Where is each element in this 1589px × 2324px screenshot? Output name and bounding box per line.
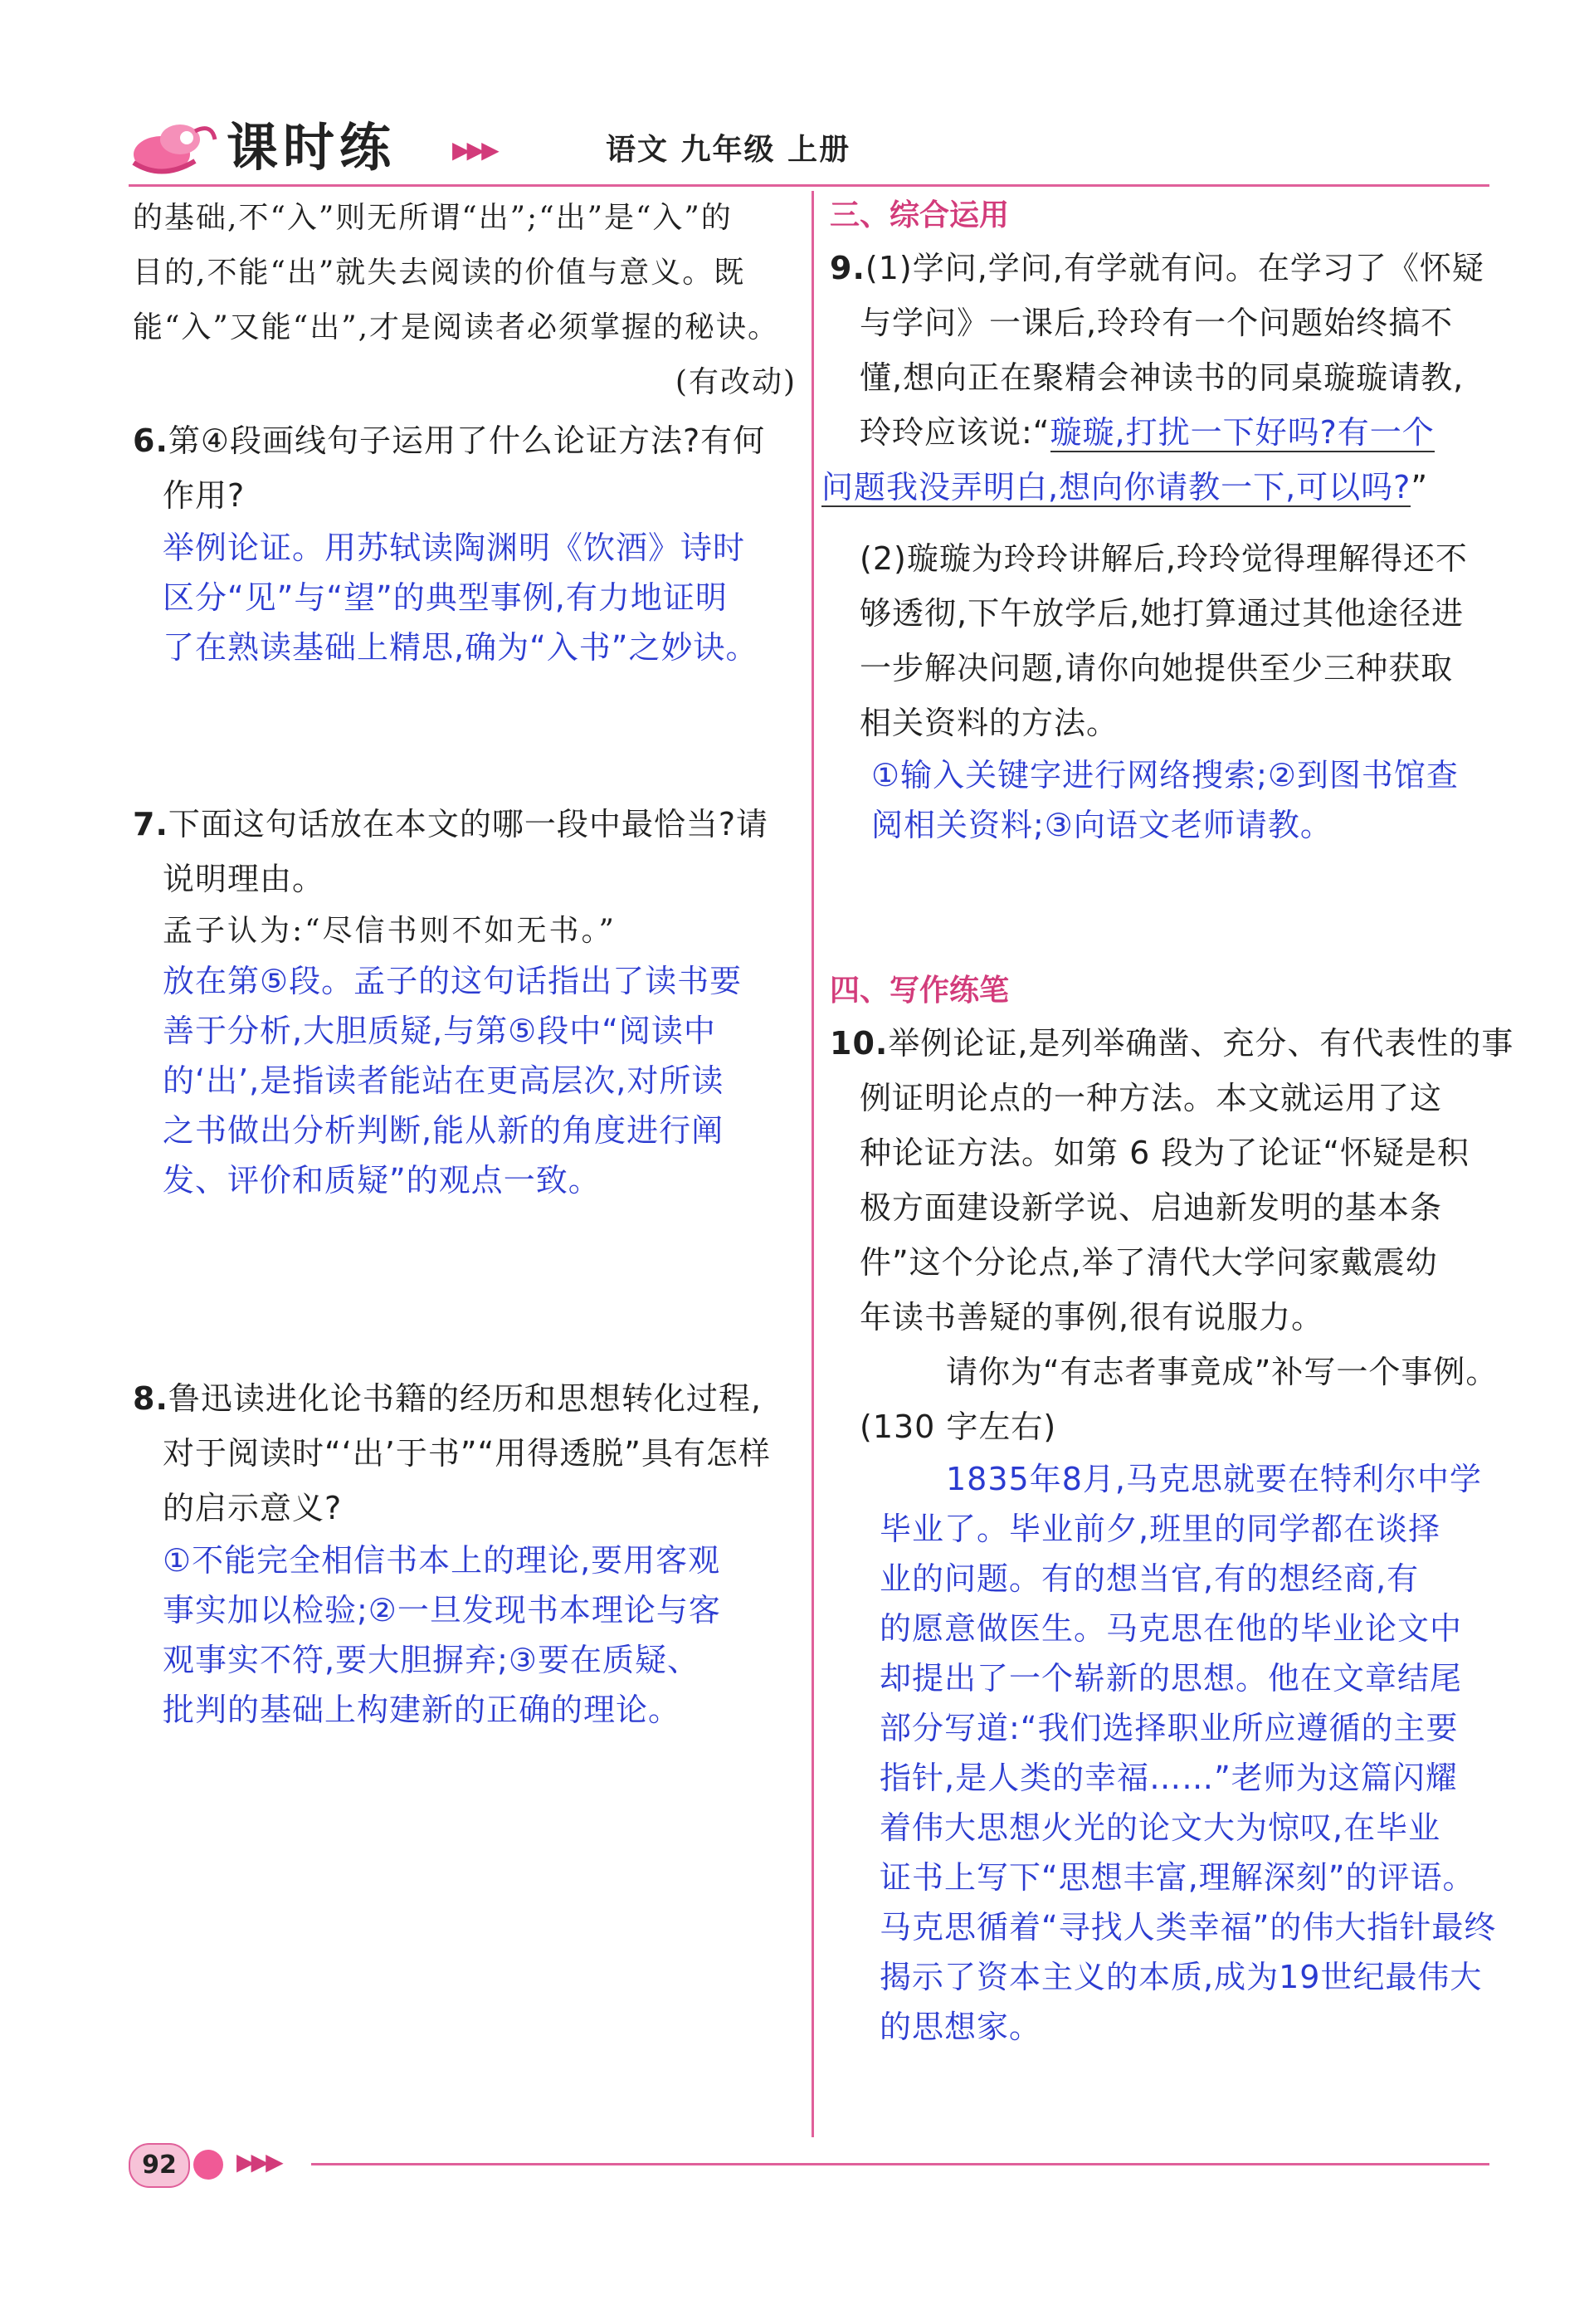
answer-6 [133, 523, 797, 672]
answer-7 [133, 956, 797, 1205]
question-text: 例证明论点的一种方法。本文就运用了这 [860, 1080, 1443, 1116]
answer-line: 毕业了。毕业前夕,班里的同学都在谈择 [880, 1511, 1441, 1547]
answer-line: 观事实不符,要大胆摒弃;③要在质疑、 [163, 1642, 699, 1678]
answer-fill: 问题我没弄明白,想向你请教一下,可以吗? [821, 469, 1411, 505]
question-text: (2)璇璇为玲玲讲解后,玲玲觉得理解得还不 [860, 540, 1468, 577]
intro-line: 能“入”又能“出”,才是阅读者必须掌握的秘诀。 [133, 310, 780, 344]
question-text: 极方面建设新学说、启迪新发明的基本条 [860, 1189, 1443, 1226]
answer-line: 揭示了资本主义的本质,成为19世纪最伟大 [880, 1959, 1483, 1995]
intro-line: 的基础,不“入”则无所谓“出”;“出”是“入”的 [133, 201, 733, 235]
answer-line: 马克思循着“寻找人类幸福”的伟大指针最终 [880, 1909, 1497, 1946]
question-text: 下面这句话放在本文的哪一段中最恰当?请 [168, 806, 769, 842]
question-text: 种论证方法。如第 6 段为了论证“怀疑是积 [860, 1135, 1470, 1171]
answer-line: 1835年8月,马克思就要在特利尔中学 [946, 1461, 1482, 1497]
footer-arrows-icon: ▶▶▶ [236, 2148, 280, 2175]
answer-line: ①输入关键字进行网络搜索;②到图书馆查 [871, 757, 1459, 793]
answer-line: 区分“见”与“望”的典型事例,有力地证明 [163, 579, 728, 616]
question-text: (1)学问,学问,有学就有问。在学习了《怀疑 [865, 250, 1484, 286]
answer-line: 部分写道:“我们选择职业所应遵循的主要 [880, 1710, 1459, 1746]
question-8 [133, 1371, 797, 1735]
column-divider [812, 191, 814, 2137]
word-limit: (130 字左右) [860, 1409, 1057, 1445]
answer-10 [830, 1454, 1518, 2052]
answer-line: 却提出了一个崭新的思想。他在文章结尾 [880, 1660, 1463, 1697]
answer-line: 善于分析,大胆质疑,与第⑤段中“阅读中 [163, 1013, 716, 1049]
question-text: 一步解决问题,请你向她提供至少三种获取 [860, 650, 1454, 686]
question-text: 与学问》一课后,玲玲有一个问题始终搞不 [860, 305, 1454, 341]
section-heading-3: 三、综合运用 [830, 198, 1010, 232]
question-text: 第④段画线句子运用了什么论证方法?有何 [168, 422, 766, 459]
question-text: 够透彻,下午放学后,她打算通过其他途径进 [860, 595, 1465, 632]
question-text: 说明理由。 [163, 861, 325, 897]
question-text: 玲玲应该说:“ [860, 414, 1050, 451]
answer-line: 批判的基础上构建新的正确的理论。 [163, 1692, 681, 1728]
right-column [821, 191, 1518, 2116]
header [129, 106, 1489, 181]
question-text: 鲁迅读进化论书籍的经历和思想转化过程, [168, 1380, 762, 1417]
question-number: 7. [133, 806, 168, 842]
subject-grade: 语文 九年级 上册 [606, 133, 851, 167]
intro-line: 目的,不能“出”就失去阅读的价值与意义。既 [133, 256, 746, 290]
answer-line: ①不能完全相信书本上的理论,要用客观 [163, 1542, 721, 1579]
answer-line: 的愿意做医生。马克思在他的毕业论文中 [880, 1610, 1463, 1647]
question-number: 6. [133, 422, 168, 459]
question-text: 年读书善疑的事例,很有说服力。 [860, 1299, 1324, 1335]
answer-line: 了在熟读基础上精思,确为“入书”之妙诀。 [163, 629, 758, 666]
question-number: 9. [830, 250, 865, 286]
writing-prompt: 请你为“有志者事竟成”补写一个事例。 [946, 1354, 1499, 1390]
answer-line: 之书做出分析判断,能从新的角度进行阐 [163, 1112, 724, 1149]
quote-line: 孟子认为:“尽信书则不如无书。” [163, 914, 617, 948]
question-9 [821, 241, 1518, 850]
question-text: 件”这个分论点,举了清代大学问家戴震幼 [860, 1244, 1438, 1281]
left-column [133, 191, 797, 2116]
section-heading-4: 四、写作练笔 [830, 974, 1010, 1008]
question-text: 作用? [163, 477, 246, 514]
answer-line: 指针,是人类的幸福……”老师为这篇闪耀 [880, 1760, 1458, 1796]
question-10 [830, 1016, 1518, 2052]
page-number: 92 [129, 2143, 190, 2188]
close-quote: ” [1411, 469, 1429, 505]
answer-fill: 璇璇,打扰一下好吗?有一个 [1050, 414, 1435, 451]
answer-9-2 [830, 750, 1518, 850]
question-text: 懂,想向正在聚精会神读书的同桌璇璇请教, [860, 359, 1465, 396]
question-text: 的启示意义? [163, 1490, 343, 1526]
answer-line: 证书上写下“思想丰富,理解深刻”的评语。 [880, 1859, 1475, 1896]
question-number: 10. [830, 1025, 889, 1062]
header-divider [129, 184, 1489, 187]
brand-title: 课时练 [227, 117, 397, 178]
answer-line: 的‘出’,是指读者能站在更高层次,对所读 [163, 1062, 724, 1099]
answer-line: 着伟大思想火光的论文大为惊叹,在毕业 [880, 1809, 1441, 1846]
answer-line: 放在第⑤段。孟子的这句话指出了读书要 [163, 963, 743, 999]
header-arrows-icon: ▶▶▶ [452, 136, 496, 164]
answer-line: 发、评价和质疑”的观点一致。 [163, 1162, 601, 1199]
answer-8 [133, 1536, 797, 1735]
question-text: 相关资料的方法。 [860, 705, 1119, 741]
page-dot-icon [193, 2150, 223, 2180]
footer-divider [311, 2163, 1489, 2165]
question-7 [133, 797, 797, 1205]
answer-line: 事实加以检验;②一旦发现书本理论与客 [163, 1592, 721, 1628]
question-text: 举例论证,是列举确凿、充分、有代表性的事 [888, 1025, 1514, 1062]
answer-line: 阅相关资料;③向语文老师请教。 [871, 807, 1333, 843]
question-number: 8. [133, 1380, 168, 1417]
answer-line: 的思想家。 [880, 2009, 1042, 2045]
question-text: 对于阅读时“‘出’于书”“用得透脱”具有怎样 [163, 1435, 771, 1472]
question-6 [133, 413, 797, 672]
footer [129, 2143, 1489, 2193]
answer-line: 举例论证。用苏轼读陶渊明《饮酒》诗时 [163, 530, 746, 566]
logo-icon [129, 115, 220, 181]
source-note: (有改动) [675, 365, 797, 399]
answer-line: 业的问题。有的想当官,有的想经商,有 [880, 1560, 1420, 1597]
